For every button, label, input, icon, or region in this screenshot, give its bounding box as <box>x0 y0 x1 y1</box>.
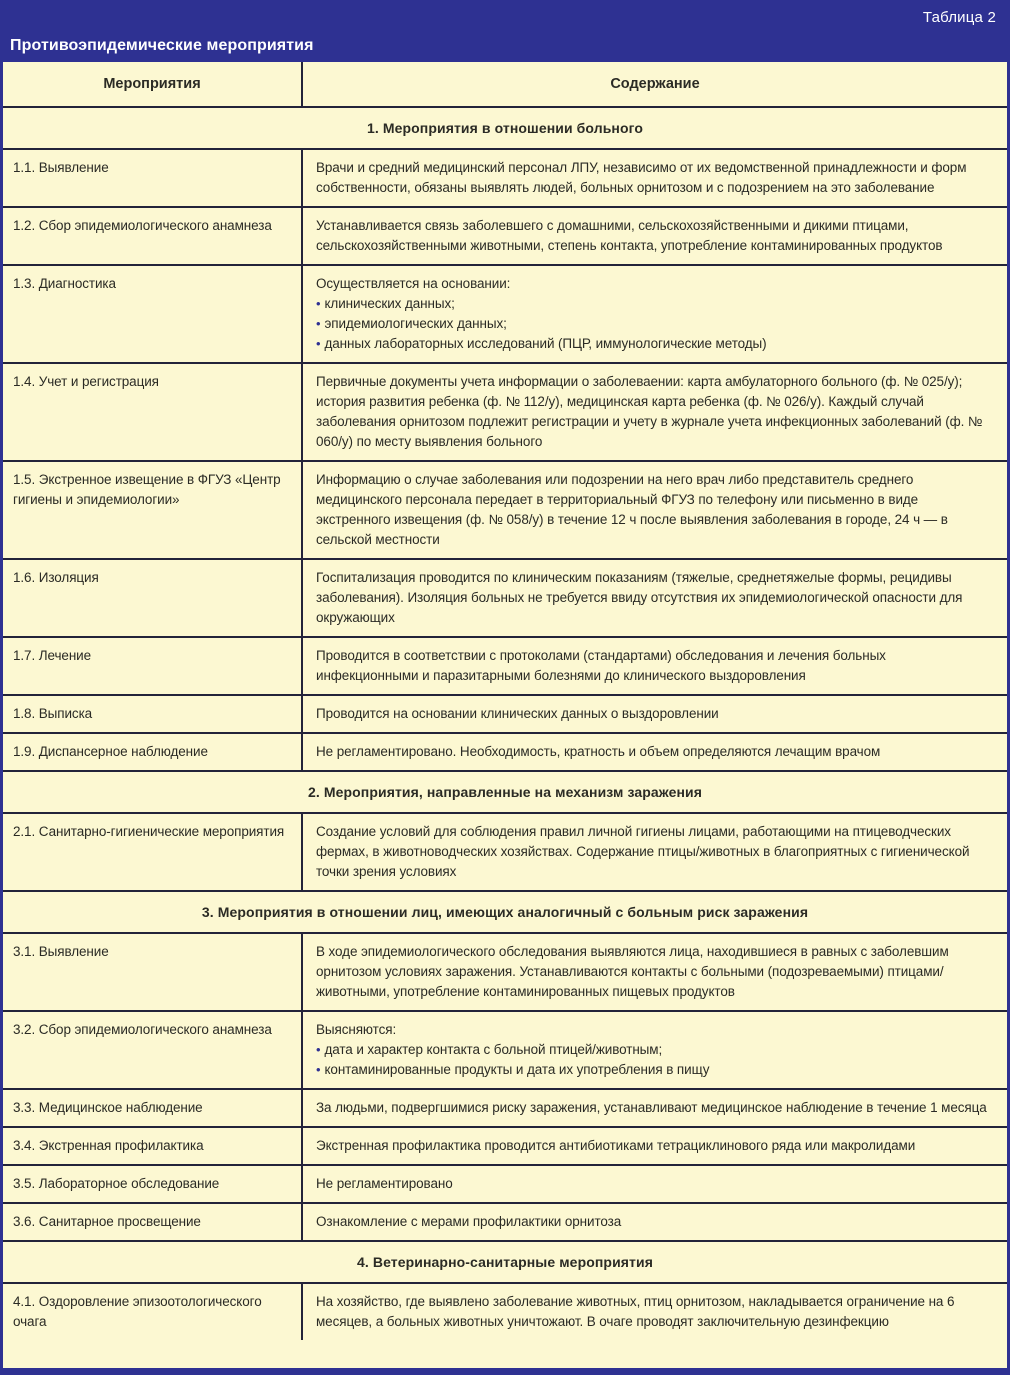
content-text: Создание условий для соблюдения правил личной гигиены лицами, работающими на птицеводческих фермах, в животноводческих хозяйствах. Содержание птицы/животных в благоприятных с гигиенической точки зрения условиях <box>316 824 970 879</box>
text-line <box>316 1292 991 1332</box>
content-text: Устанавливается связь заболевшего с домашними, сельскохозяйственными и дикими птицами, сельскохозяйственными животными, степень контакта, употребление контаминированных продуктов <box>316 218 943 253</box>
measure-cell: 3.1. Выявление <box>3 934 303 1010</box>
measures-table <box>0 62 1010 1368</box>
content-text: данных лабораторных исследований (ПЦР, иммунологические методы) <box>324 336 767 351</box>
section-header: 1. Мероприятия в отношении больного <box>3 106 1007 148</box>
text-line <box>316 942 991 1002</box>
content-cell <box>303 814 1007 890</box>
table-row <box>3 1126 1007 1164</box>
content-text: Госпитализация проводится по клиническим показаниям (тяжелые, среднетяжелые формы, рецидивы заболевания). Изоляция больных не требуется ввиду отсутствия их эпидемиологической опасности для окружающих <box>316 570 963 625</box>
table-row <box>3 206 1007 264</box>
content-text: дата и характер контакта с больной птицей/животным; <box>324 1042 663 1057</box>
measure-cell: 3.4. Экстренная профилактика <box>3 1128 303 1164</box>
text-line <box>316 742 991 762</box>
content-text: Осуществляется на основании: <box>316 276 511 291</box>
bullet-icon: • <box>316 316 321 331</box>
text-line <box>316 704 991 724</box>
table-row <box>3 636 1007 694</box>
table-row <box>3 1010 1007 1088</box>
text-line <box>316 646 991 686</box>
measure-cell: 1.3. Диагностика <box>3 266 303 362</box>
bottom-border-band <box>0 1368 1010 1375</box>
bullet-icon: • <box>316 1062 321 1077</box>
table-row <box>3 1202 1007 1240</box>
content-text: Экстренная профилактика проводится антибиотиками тетрациклинового ряда или макролидами <box>316 1138 916 1153</box>
bullet-icon: • <box>316 336 321 351</box>
content-cell <box>303 364 1007 460</box>
content-cell <box>303 266 1007 362</box>
content-text: Выясняются: <box>316 1022 397 1037</box>
content-text: контаминированные продукты и дата их употребления в пищу <box>324 1062 710 1077</box>
table-row <box>3 264 1007 362</box>
table-row <box>3 362 1007 460</box>
section-header: 3. Мероприятия в отношении лиц, имеющих аналогичный с больным риск заражения <box>3 890 1007 932</box>
table-column-headers <box>3 62 1007 106</box>
header-band <box>0 0 1010 62</box>
text-line <box>316 822 991 882</box>
text-line <box>316 1174 991 1194</box>
content-text: Проводится на основании клинических данных о выздоровлении <box>316 706 719 721</box>
table-row <box>3 460 1007 558</box>
table-row <box>3 1088 1007 1126</box>
content-text: Информацию о случае заболевания или подозрении на него врач либо представитель среднего медицинского персонала передает в территориальный ФГУЗ по телефону или письменно в виде экстренного извещения (ф. № 058/у) в течение 12 ч после выявления заболевания в городе, 24 ч — в сельской местности <box>316 472 948 547</box>
content-cell <box>303 734 1007 770</box>
measure-cell: 3.2. Сбор эпидемиологического анамнеза <box>3 1012 303 1088</box>
bullet-line <box>316 334 991 354</box>
bullet-line <box>316 1040 991 1060</box>
table-row <box>3 558 1007 636</box>
text-line <box>316 568 991 628</box>
measure-cell: 3.6. Санитарное просвещение <box>3 1204 303 1240</box>
content-text: Ознакомление с мерами профилактики орнитоза <box>316 1214 622 1229</box>
table-row <box>3 732 1007 770</box>
measure-cell: 1.6. Изоляция <box>3 560 303 636</box>
content-text: Первичные документы учета информации о заболеваении: карта амбулаторного больного (ф. № 025/у); история развития ребенка (ф. № 112/у), медицинская карта ребенка (ф. № 026/у). Каждый случай заболевания орнитозом подлежит регистрации и учету в журнале учета инфекционных заболеваний (ф. № 060/у) по месту выявления больного <box>316 374 983 449</box>
page-title: Противоэпидемические мероприятия <box>10 37 314 54</box>
measure-cell: 1.9. Диспансерное наблюдение <box>3 734 303 770</box>
section-header: 2. Мероприятия, направленные на механизм заражения <box>3 770 1007 812</box>
content-cell <box>303 696 1007 732</box>
content-text: За людьми, подвергшимися риску заражения, устанавливают медицинское наблюдение в течение 1 месяца <box>316 1100 987 1115</box>
text-line <box>316 1136 991 1156</box>
content-text: Проводится в соответствии с протоколами (стандартами) обследования и лечения больных инфекционными и паразитарными болезнями до клинического выздоровления <box>316 648 886 683</box>
content-text: эпидемиологических данных; <box>324 316 507 331</box>
content-cell <box>303 1166 1007 1202</box>
content-text: Врачи и средний медицинский персонал ЛПУ, независимо от их ведомственной принадлежности и форм собственности, обязаны выявлять людей, больных орнитозом и с подозрением на это заболевание <box>316 160 967 195</box>
content-cell <box>303 208 1007 264</box>
table-row <box>3 148 1007 206</box>
column-header-content: Содержание <box>610 76 700 92</box>
text-line <box>316 1098 991 1118</box>
content-text: В ходе эпидемиологического обследования выявляются лица, находившиеся в равных с заболевшим орнитозом условиях заражения. Устанавливаются контакты с больными (подозреваемыми) птицами/животными, употребление контаминированных пищевых продуктов <box>316 944 949 999</box>
content-cell <box>303 560 1007 636</box>
measure-cell: 3.5. Лабораторное обследование <box>3 1166 303 1202</box>
text-line <box>316 1212 991 1232</box>
text-line <box>316 274 991 294</box>
content-text: На хозяйство, где выявлено заболевание животных, птиц орнитозом, накладывается ограничение на 6 месяцев, а больных животных уничтожают. В очаге проводят заключительную дезинфекцию <box>316 1294 955 1329</box>
measure-cell: 1.7. Лечение <box>3 638 303 694</box>
section-header: 4. Ветеринарно-санитарные мероприятия <box>3 1240 1007 1282</box>
bullet-line <box>316 294 991 314</box>
text-line <box>316 372 991 452</box>
content-cell <box>303 1128 1007 1164</box>
bullet-icon: • <box>316 1042 321 1057</box>
table-row <box>3 932 1007 1010</box>
text-line <box>316 470 991 550</box>
content-text: Не регламентировано <box>316 1176 453 1191</box>
content-text: Не регламентировано. Необходимость, кратность и объем определяются лечащим врачом <box>316 744 881 759</box>
content-cell <box>303 638 1007 694</box>
measure-cell: 1.2. Сбор эпидемиологического анамнеза <box>3 208 303 264</box>
measure-cell: 1.5. Экстренное извещение в ФГУЗ «Центр гигиены и эпидемиологии» <box>3 462 303 558</box>
bullet-line <box>316 1060 991 1080</box>
column-header-measures: Мероприятия <box>3 62 303 106</box>
text-line <box>316 1020 991 1040</box>
table-row <box>3 1282 1007 1340</box>
text-line <box>316 158 991 198</box>
content-cell <box>303 150 1007 206</box>
text-line <box>316 216 991 256</box>
measure-cell: 3.3. Медицинское наблюдение <box>3 1090 303 1126</box>
table-row <box>3 812 1007 890</box>
measure-cell: 4.1. Оздоровление эпизоотологического очага <box>3 1284 303 1340</box>
content-cell <box>303 934 1007 1010</box>
bullet-line <box>316 314 991 334</box>
measure-cell: 1.4. Учет и регистрация <box>3 364 303 460</box>
measure-cell: 1.8. Выписка <box>3 696 303 732</box>
bullet-icon: • <box>316 296 321 311</box>
table-row <box>3 1164 1007 1202</box>
table-number-label: Таблица 2 <box>922 9 996 26</box>
measure-cell: 1.1. Выявление <box>3 150 303 206</box>
content-cell <box>303 1012 1007 1088</box>
content-cell <box>303 462 1007 558</box>
content-text: клинических данных; <box>324 296 455 311</box>
measure-cell: 2.1. Санитарно-гигиенические мероприятия <box>3 814 303 890</box>
content-cell <box>303 1090 1007 1126</box>
content-cell <box>303 1284 1007 1340</box>
table-row <box>3 694 1007 732</box>
content-cell <box>303 1204 1007 1240</box>
